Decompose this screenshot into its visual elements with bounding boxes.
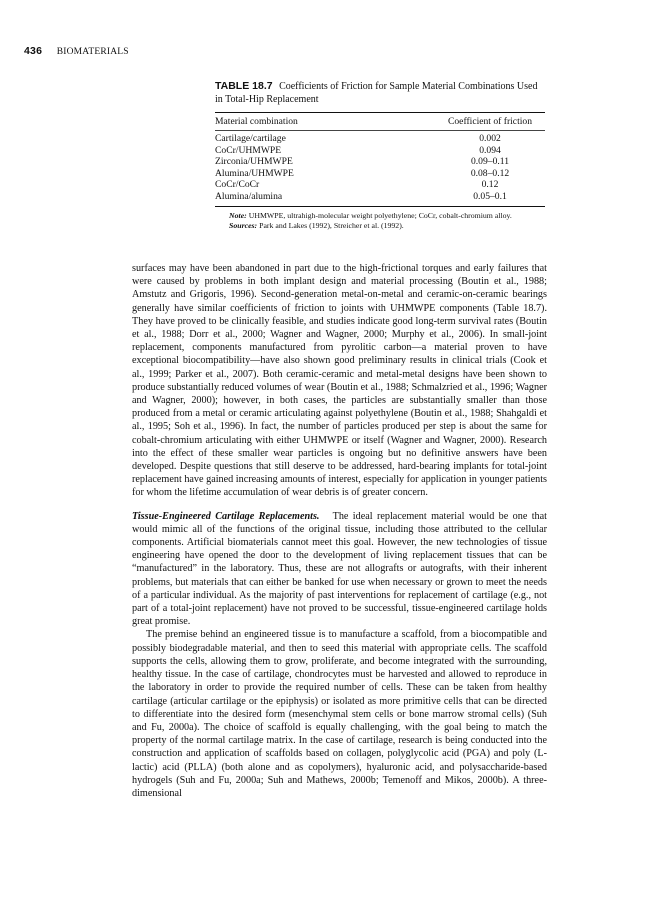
running-head [24, 45, 624, 57]
sources-text: Park and Lakes (1992), Streicher et al. (1992). [259, 221, 404, 231]
cell-coefficient: 0.09–0.11 [470, 156, 510, 168]
table-row [215, 156, 545, 168]
table-row [215, 133, 545, 145]
table-caption [215, 80, 545, 106]
table-number: TABLE 18.7 [215, 80, 273, 92]
paragraph: surfaces may have been abandoned in part due to the high-frictional torques and early failures that were caused by problems in both implant design and material processing (Boutin et al., 1988; Amstutz and Grigoris, 1996). Second-generation metal-on-metal and ceramic-on-ceramic bearings generally have similar coefficients of friction to joints with UHMWPE components (Table 18.7). They have proved to be clinically feasible, and studies indicate good long-term survival rates (Boutin et al., 1988; Dorr et al., 2000; Wagner and Wagner, 2000; Murphy et al., 2006). In small-joint replacement, components manufactured from pyrolitic carbon—a material proven to have exceptional biocompatibility—have also shown good preliminary results in clinical trials (Cook et al., 1999; Parker et al., 2007). Both ceramic-ceramic and metal-metal designs have been shown to produce substantially reduced volumes of wear (Boutin et al., 1988; Schmalzried et al., 1996; Wagner and Wagner, 2000); however, in both cases, the particles are substantially smaller than those produced from a metal or ceramic articulating against polyethylene (Boutin et al., 1988; Shahgaldi et al., 1995; Soh et al., 1996). In fact, the number of particles produced per step is about the same for cobalt-chromium articulating with either UHMWPE or itself (Wagner and Wagner, 2000). Research into the effect of these smaller wear particles is ongoing but no definitive answers have been developed. Despite questions that still deserve to be addressed, hard-bearing implants for total-joint replacement have gained increasing amounts of interest, especially for application in younger patients for whom the lifetime accumulation of wear debris is of greater concern. [132, 263, 547, 499]
table-header-row [215, 113, 545, 130]
body-text [132, 262, 547, 800]
table-body [215, 131, 545, 206]
note-text: UHMWPE, ultrahigh-molecular weight polyethylene; CoCr, cobalt-chromium alloy. [248, 210, 512, 220]
section-heading: Tissue-Engineered Cartilage Replacements. [132, 510, 320, 522]
col-header-coefficient: Coefficient of friction [447, 116, 532, 127]
paragraph: The premise behind an engineered tissue is to manufacture a scaffold, from a biocompatible and possibly biodegradable material, and then to seed this material with appropriate cells. The scaffold supports the cells, allowing them to grow, proliferate, and become integrated with the surrounding, healthy tissue. In the case of cartilage, chondrocytes must be harvested and allowed to reproduce in the laboratory in order to provide the required number of cells. These can be taken from healthy cartilage (articular cartilage or the epiphysis) or isolated as more primitive cells that can be directed to differentiate into the desired form (mesenchymal stem cells or bone marrow stromal cells) (Suh and Fu, 2000a). The choice of scaffold is equally challenging, with the goal being to match the property of the normal cartilage matrix. In the case of cartilage, research is being conducted into the construction and application of scaffolds based on collagen, polyglycolic acid (PGA) and poly (L-lactic) acid (PLLA) (both alone and as copolymers), hyaluronic acid, and polysaccharide-based hydrogels (Suh and Fu, 2000a; Suh and Mathews, 2000b; Temenoff and Mikos, 2000b). A three-dimensional [132, 629, 547, 799]
cell-material: Alumina/UHMWPE [215, 167, 294, 179]
paragraph-text: The ideal replacement material would be one that would mimic all of the functions of the original tissue, including those attributed to the cellular components. Artificial biomaterials cannot meet this goal. However, the new technologies of tissue engineering have opened the door to the development of living replacement tissues that can be “manufactured” in the laboratory. Thus, these are not allografts or autografts, with their inherent problems, but materials that can either be banked for use when necessary or grown to meet the needs of a particular individual. As the majority of past interventions for replacement of cartilage (e.g., not part of a total-joint replacement) have not proved to be successful, tissue-engineered cartilage holds great promise. [132, 510, 548, 628]
table-caption-text: Coefficients of Friction for Sample Material Combinations Used in Total-Hip Replacement [215, 81, 538, 105]
note-label: Note: [229, 210, 247, 220]
cell-coefficient: 0.002 [479, 133, 501, 144]
running-title: BIOMATERIALS [56, 47, 129, 57]
cell-coefficient: 0.08–0.12 [470, 167, 510, 179]
cell-material: CoCr/UHMWPE [215, 144, 282, 156]
cell-coefficient: 0.094 [479, 144, 501, 156]
cell-material: CoCr/CoCr [215, 179, 260, 191]
cell-material: Zirconia/UHMWPE [215, 156, 293, 168]
cell-coefficient: 0.05–0.1 [473, 190, 507, 202]
cell-material: Cartilage/cartilage [215, 133, 286, 144]
table-row [215, 191, 545, 203]
table-row [215, 179, 545, 191]
cell-coefficient: 0.12 [481, 179, 499, 191]
page-number: 436 [24, 45, 43, 57]
cell-material: Alumina/alumina [215, 190, 283, 202]
col-header-material: Material combination [215, 116, 298, 127]
table-row [215, 145, 545, 157]
table-note [215, 211, 545, 233]
friction-table [215, 80, 545, 232]
sources-label: Sources: [229, 221, 258, 231]
table-bottom-rule [215, 206, 545, 207]
table-row [215, 168, 545, 180]
paragraph [132, 510, 547, 629]
